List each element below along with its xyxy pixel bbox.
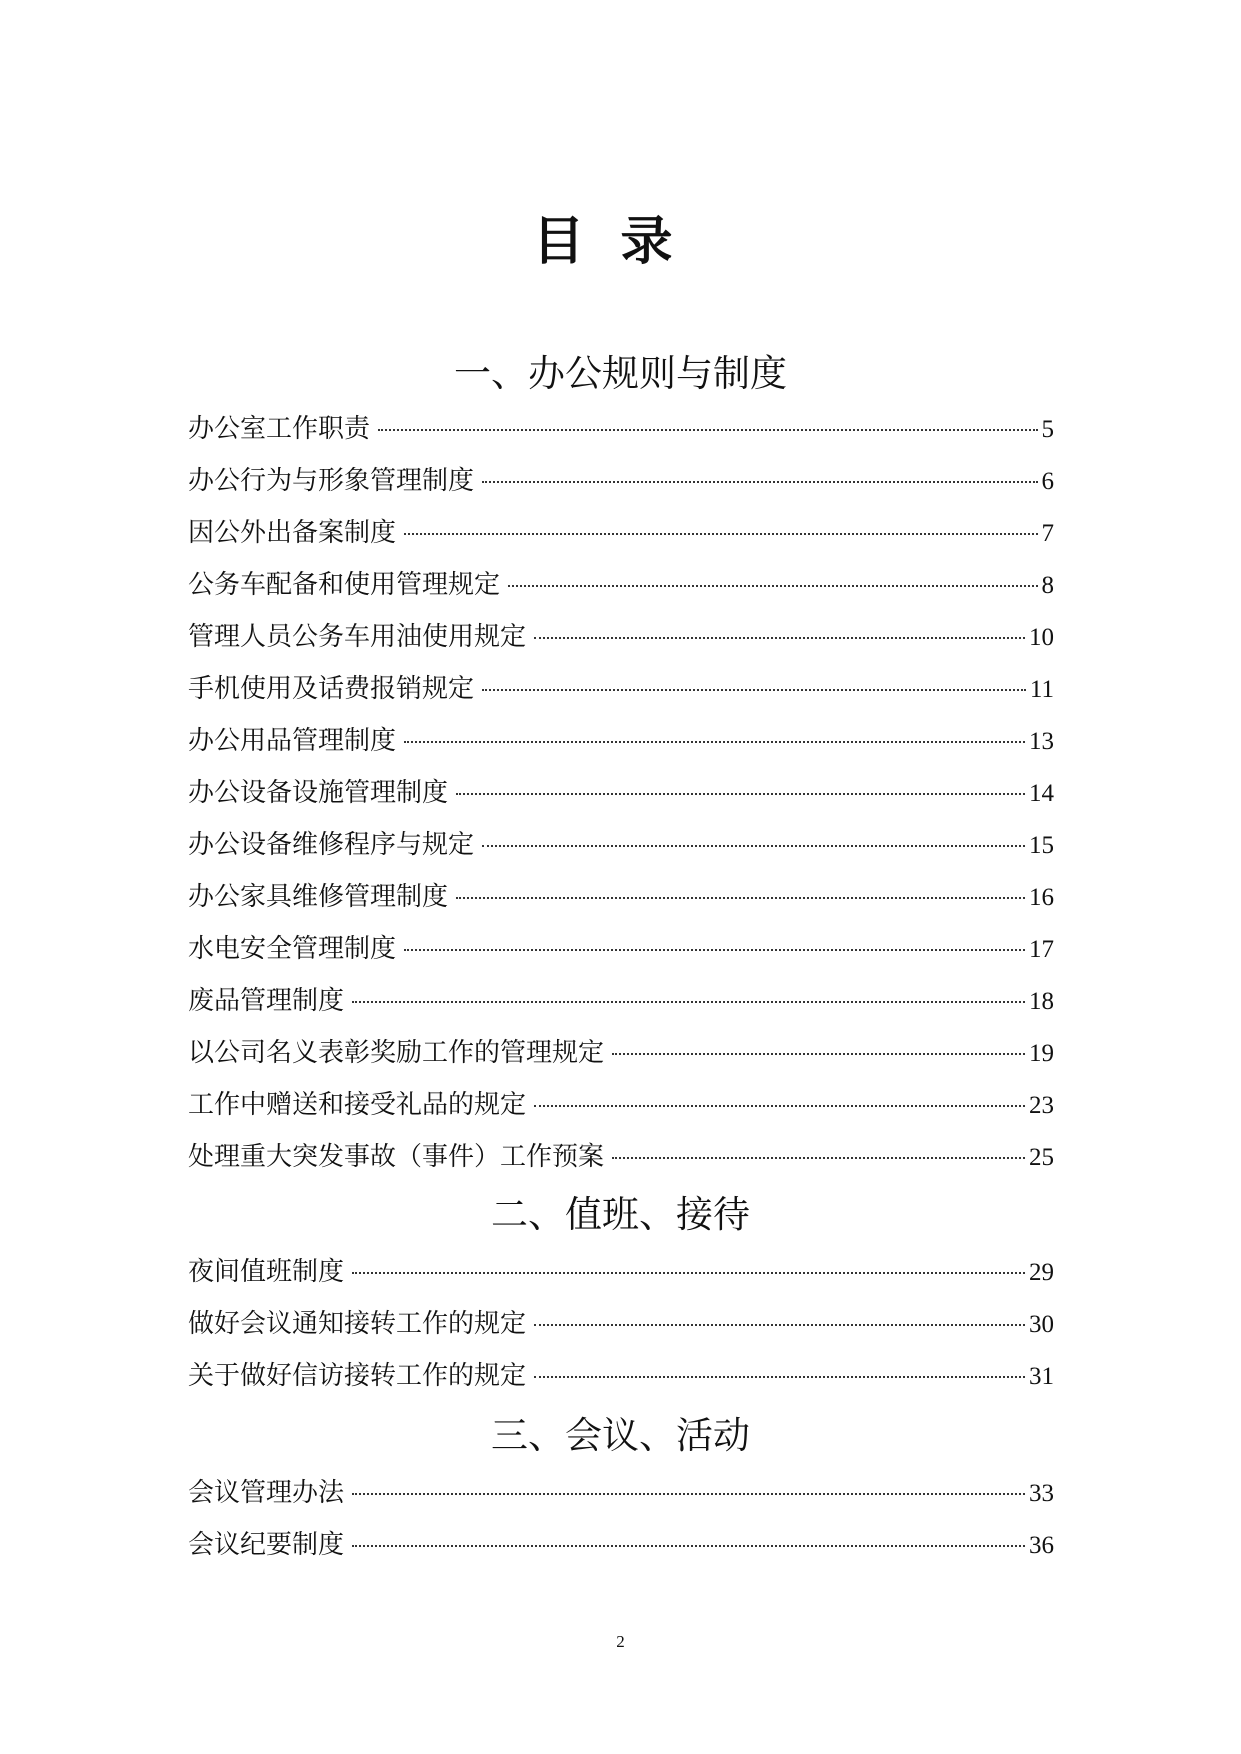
toc-entry-page: 33	[1029, 1480, 1054, 1507]
toc-entry-title: 因公外出备案制度	[188, 518, 397, 548]
toc-entry-page: 15	[1029, 832, 1054, 859]
toc-entry-page: 5	[1041, 416, 1054, 443]
toc-dot-leader	[456, 793, 1025, 795]
toc-entry[interactable]	[188, 1033, 1054, 1073]
toc-entry-page: 16	[1029, 884, 1054, 911]
toc-entry-page: 29	[1029, 1259, 1054, 1286]
toc-dot-leader	[352, 1272, 1025, 1274]
toc-dot-leader	[404, 533, 1037, 535]
toc-entry-page: 17	[1029, 936, 1054, 963]
toc-entry-page: 31	[1029, 1363, 1054, 1390]
toc-dot-leader	[534, 637, 1025, 639]
toc-entry-title: 关于做好信访接转工作的规定	[188, 1361, 527, 1391]
toc-entry[interactable]	[188, 617, 1054, 657]
toc-entry-title: 手机使用及话费报销规定	[188, 674, 475, 704]
toc-dot-leader	[378, 429, 1037, 431]
section-heading: 一、办公规则与制度	[454, 352, 787, 395]
toc-entry[interactable]	[188, 669, 1054, 709]
toc-entry[interactable]	[188, 1304, 1054, 1344]
toc-entry-title: 办公家具维修管理制度	[188, 882, 449, 912]
toc-entry-title: 做好会议通知接转工作的规定	[188, 1309, 527, 1339]
toc-entry[interactable]	[188, 1137, 1054, 1177]
toc-dot-leader	[612, 1157, 1025, 1159]
toc-entry-title: 以公司名义表彰奖励工作的管理规定	[188, 1038, 605, 1068]
toc-entry[interactable]	[188, 409, 1054, 449]
toc-entry[interactable]	[188, 1252, 1054, 1292]
toc-entry[interactable]	[188, 1525, 1054, 1565]
toc-entry-title: 办公设备维修程序与规定	[188, 830, 475, 860]
toc-dot-leader	[534, 1324, 1025, 1326]
toc-dot-leader	[404, 949, 1025, 951]
toc-entry[interactable]	[188, 565, 1054, 605]
toc-dot-leader	[352, 1493, 1025, 1495]
toc-dot-leader	[352, 1545, 1025, 1547]
section-heading: 二、值班、接待	[491, 1193, 750, 1236]
toc-entry-title: 夜间值班制度	[188, 1257, 345, 1287]
toc-dot-leader	[482, 689, 1026, 691]
toc-entry[interactable]	[188, 1085, 1054, 1125]
toc-entry-page: 23	[1029, 1092, 1054, 1119]
page-number: 2	[616, 1632, 625, 1651]
toc-entry-title: 会议纪要制度	[188, 1530, 345, 1560]
toc-entry-title: 水电安全管理制度	[188, 934, 397, 964]
toc-entry-title: 办公室工作职责	[188, 414, 371, 444]
toc-dot-leader	[612, 1053, 1025, 1055]
toc-entry-page: 19	[1029, 1040, 1054, 1067]
toc-dot-leader	[456, 897, 1025, 899]
toc-entry-title: 公务车配备和使用管理规定	[188, 570, 501, 600]
toc-entry[interactable]	[188, 1356, 1054, 1396]
toc-entry[interactable]	[188, 461, 1054, 501]
page-title: 目录	[532, 212, 709, 272]
toc-dot-leader	[482, 845, 1025, 847]
toc-entry[interactable]	[188, 773, 1054, 813]
toc-entry[interactable]	[188, 877, 1054, 917]
toc-dot-leader	[482, 481, 1037, 483]
toc-entry[interactable]	[188, 929, 1054, 969]
toc-entry-page: 6	[1041, 468, 1054, 495]
toc-entry-page: 8	[1041, 572, 1054, 599]
toc-entry[interactable]	[188, 1473, 1054, 1513]
toc-dot-leader	[534, 1105, 1025, 1107]
toc-entry-page: 18	[1029, 988, 1054, 1015]
toc-entry-title: 办公用品管理制度	[188, 726, 397, 756]
toc-dot-leader	[534, 1376, 1025, 1378]
toc-entry[interactable]	[188, 825, 1054, 865]
toc-entry-page: 30	[1029, 1311, 1054, 1338]
toc-entry-title: 管理人员公务车用油使用规定	[188, 622, 527, 652]
toc-dot-leader	[508, 585, 1037, 587]
toc-entry[interactable]	[188, 981, 1054, 1021]
toc-entry[interactable]	[188, 721, 1054, 761]
toc-entry-title: 办公设备设施管理制度	[188, 778, 449, 808]
toc-entry-page: 14	[1029, 780, 1054, 807]
toc-dot-leader	[352, 1001, 1025, 1003]
toc-entry-title: 废品管理制度	[188, 986, 345, 1016]
toc-entry-page: 10	[1029, 624, 1054, 651]
toc-dot-leader	[404, 741, 1025, 743]
toc-entry-page: 13	[1029, 728, 1054, 755]
section-heading: 三、会议、活动	[491, 1414, 750, 1457]
toc-entry-page: 7	[1041, 520, 1054, 547]
toc-entry-title: 工作中赠送和接受礼品的规定	[188, 1090, 527, 1120]
toc-entry[interactable]	[188, 513, 1054, 553]
toc-entry-title: 办公行为与形象管理制度	[188, 466, 475, 496]
toc-entry-page: 11	[1029, 676, 1054, 703]
toc-entry-page: 25	[1029, 1144, 1054, 1171]
toc-entry-title: 会议管理办法	[188, 1478, 345, 1508]
toc-entry-title: 处理重大突发事故（事件）工作预案	[188, 1142, 605, 1172]
toc-entry-page: 36	[1029, 1532, 1054, 1559]
